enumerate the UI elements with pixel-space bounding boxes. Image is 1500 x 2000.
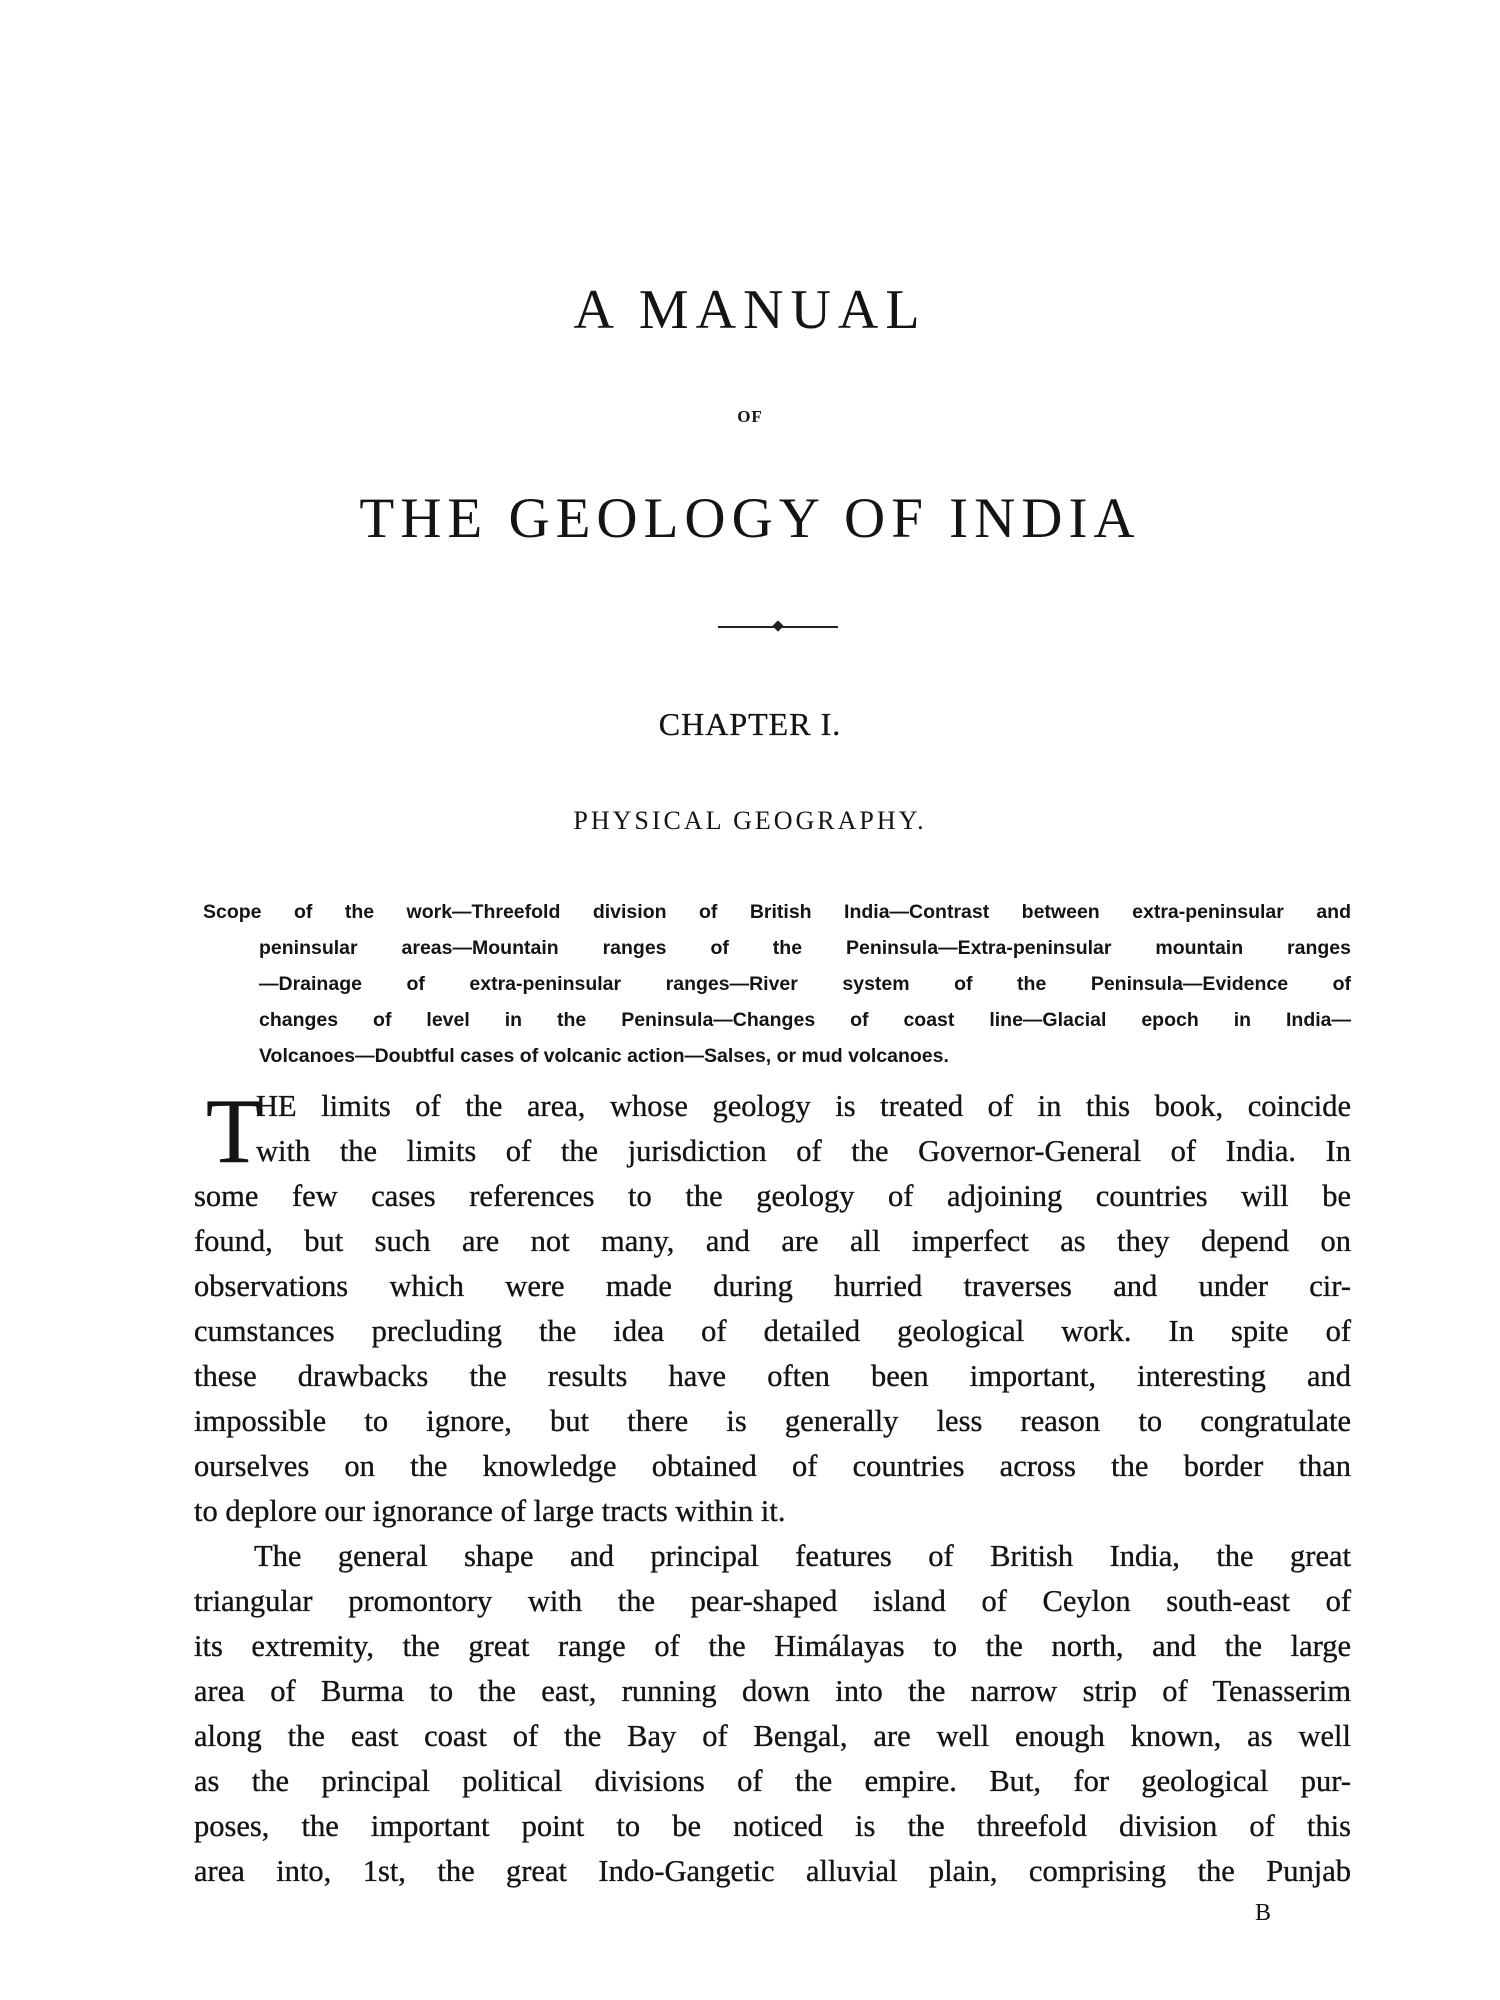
divider-diamond-icon	[772, 620, 783, 631]
chapter-number: CHAPTER I.	[658, 706, 842, 742]
paragraph-line: observations which were made during hurried traverses and under cir-	[194, 1269, 1351, 1303]
synopsis-line: Volcanoes—Doubtful cases of volcanic action—Salses, or mud volcanoes.	[259, 1045, 949, 1067]
paragraph-line: found, but such are not many, and are all imperfect as they depend on	[194, 1224, 1351, 1258]
body-text	[194, 1080, 1351, 1894]
paragraph-line: these drawbacks the results have often been important, interesting and	[194, 1359, 1351, 1393]
paragraph-line: as the principal political divisions of the empire. But, for geological pur-	[194, 1764, 1351, 1798]
paragraph-line: The general shape and principal features of British India, the great	[254, 1539, 1351, 1573]
paragraph-line: ourselves on the knowledge obtained of countries across the border than	[194, 1449, 1351, 1483]
signature-mark: B	[1255, 1900, 1272, 1926]
paragraph-line: area of Burma to the east, running down into the narrow strip of Tenasserim	[194, 1674, 1351, 1708]
drop-cap: T	[206, 1080, 263, 1182]
paragraph-line: impossible to ignore, but there is generally less reason to congratulate	[194, 1404, 1351, 1438]
paragraph-line: HE limits of the area, whose geology is treated of in this book, coincide	[256, 1089, 1351, 1123]
book-title-of: OF	[737, 407, 763, 426]
chapter-heading: PHYSICAL GEOGRAPHY.	[573, 806, 927, 835]
paragraph-line: triangular promontory with the pear-shaped island of Ceylon south-east of	[194, 1584, 1351, 1618]
paragraph-line: cumstances precluding the idea of detailed geological work. In spite of	[194, 1314, 1351, 1348]
paragraph-line: with the limits of the jurisdiction of the Governor-General of India. In	[256, 1134, 1351, 1168]
synopsis-line: Scope of the work—Threefold division of British India—Contrast between extra-peninsular and	[203, 901, 1351, 923]
paragraph-line: area into, 1st, the great Indo-Gangetic alluvial plain, comprising the Punjab	[194, 1854, 1351, 1888]
paragraph-line: along the east coast of the Bay of Bengal, are well enough known, as well	[194, 1719, 1351, 1753]
paragraph-line: its extremity, the great range of the Himálayas to the north, and the large	[194, 1629, 1351, 1663]
synopsis-line: peninsular areas—Mountain ranges of the Peninsula—Extra-peninsular mountain ranges	[259, 937, 1351, 959]
paragraph-line: poses, the important point to be noticed is the threefold division of this	[194, 1809, 1351, 1843]
synopsis-line: —Drainage of extra-peninsular ranges—River system of the Peninsula—Evidence of	[259, 973, 1351, 995]
book-title-line2: THE GEOLOGY OF INDIA	[359, 487, 1141, 550]
book-title-line1: A MANUAL	[573, 279, 927, 341]
chapter-synopsis	[203, 894, 1351, 1074]
paragraph-line: to deplore our ignorance of large tracts within it.	[194, 1494, 786, 1528]
paragraph-line: some few cases references to the geology of adjoining countries will be	[194, 1179, 1351, 1213]
synopsis-line: changes of level in the Peninsula—Changes of coast line—Glacial epoch in India—	[259, 1009, 1351, 1031]
